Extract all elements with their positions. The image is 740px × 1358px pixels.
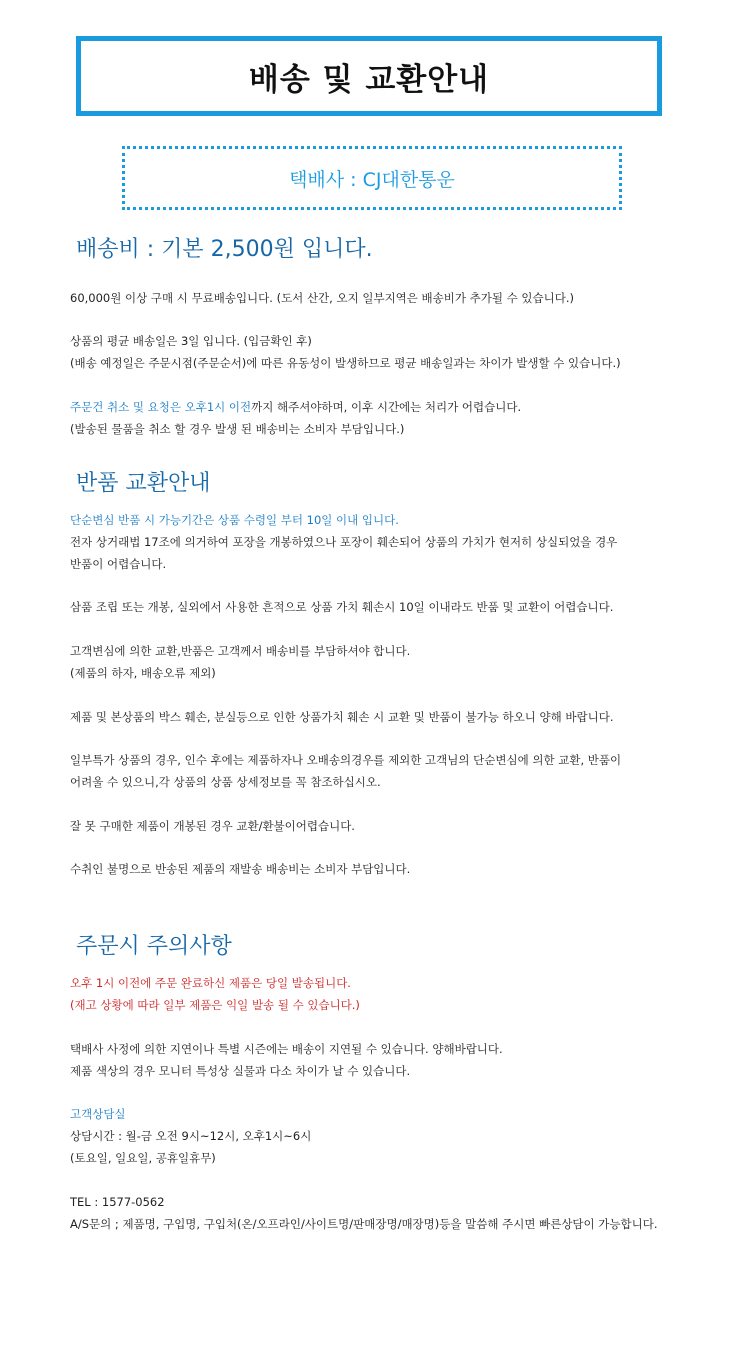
order-line-4: 제품 색상의 경우 모니터 특성상 실물과 다소 차이가 날 수 있습니다. bbox=[70, 1064, 411, 1078]
returns-line-6: (제품의 하자, 배송오류 제외) bbox=[70, 666, 216, 680]
shipping-line-4 bbox=[70, 400, 521, 414]
returns-line-2: 전자 상거래법 17조에 의거하여 포장을 개봉하였으나 포장이 훼손되어 상품의 가치가 현저히 상실되었을 경우 bbox=[70, 535, 618, 549]
returns-heading: 반품 교환안내 bbox=[76, 471, 211, 496]
as-line: A/S문의 ; 제품명, 구입명, 구입처(온/오프라인/사이트명/판매장명/매장명)등을 말씀해 주시면 빠른상담이 가능합니다. bbox=[70, 1217, 658, 1231]
order-heading: 주문시 주의사항 bbox=[76, 934, 232, 959]
shipping-line-5: (발송된 물품을 취소 할 경우 발생 된 배송비는 소비자 부담입니다.) bbox=[70, 422, 405, 436]
returns-line-5: 고객변심에 의한 교환,반품은 고객께서 배송비를 부담하셔야 합니다. bbox=[70, 644, 411, 658]
cs-title: 고객상담실 bbox=[70, 1107, 126, 1121]
returns-line-11: 수취인 불명으로 반송된 제품의 재발송 배송비는 소비자 부담입니다. bbox=[70, 862, 411, 876]
returns-line-8: 일부특가 상품의 경우, 인수 후에는 제품하자나 오배송의경우를 제외한 고객님의 단순변심에 의한 교환, 반품이 bbox=[70, 753, 622, 767]
order-line-5: 상담시간 : 월-금 오전 9시~12시, 오후1시~6시 bbox=[70, 1129, 312, 1143]
courier-box bbox=[122, 146, 622, 210]
returns-line-7: 제품 및 본상품의 박스 훼손, 분실등으로 인한 상품가치 훼손 시 교환 및 반품이 불가능 하오니 양해 바랍니다. bbox=[70, 710, 614, 724]
returns-line-3: 반품이 어렵습니다. bbox=[70, 557, 167, 571]
order-line-1: 오후 1시 이전에 주문 완료하신 제품은 당일 발송됩니다. bbox=[70, 976, 351, 990]
shipping-line-1: 60,000원 이상 구매 시 무료배송입니다. (도서 산간, 오지 일부지역은 배송비가 추가될 수 있습니다.) bbox=[70, 291, 574, 305]
order-line-6: (토요일, 일요일, 공휴일휴무) bbox=[70, 1151, 216, 1165]
shipping-line-3: (배송 예정일은 주문시점(주문순서)에 따른 유동성이 발생하므로 평균 배송일과는 차이가 발생할 수 있습니다.) bbox=[70, 356, 621, 370]
shipping-cancel-highlight: 주문건 취소 및 요청은 오후1시 이전 bbox=[70, 400, 252, 414]
order-line-2: (재고 상황에 따라 일부 제품은 익일 발송 될 수 있습니다.) bbox=[70, 998, 360, 1012]
shipping-cancel-rest: 까지 해주셔야하며, 이후 시간에는 처리가 어렵습니다. bbox=[251, 400, 522, 414]
title-box bbox=[76, 36, 662, 116]
returns-line-10: 잘 못 구매한 제품이 개봉된 경우 교환/환불이어렵습니다. bbox=[70, 819, 355, 833]
page-title: 배송 및 교환안내 bbox=[248, 61, 490, 98]
returns-line-4: 삼품 조립 또는 개봉, 실외에서 사용한 흔적으로 상품 가치 훼손시 10일 이내라도 반품 및 교환이 어렵습니다. bbox=[70, 600, 614, 614]
order-line-3: 택배사 사정에 의한 지연이나 특별 시즌에는 배송이 지연될 수 있습니다. 양해바랍니다. bbox=[70, 1042, 503, 1056]
shipping-heading: 배송비 : 기본 2,500원 입니다. bbox=[76, 237, 373, 262]
tel-line: TEL : 1577-0562 bbox=[70, 1195, 165, 1209]
shipping-line-2: 상품의 평균 배송일은 3일 입니다. (입금확인 후) bbox=[70, 334, 312, 348]
returns-line-9: 어려울 수 있으니,각 상품의 상품 상세정보를 꼭 참조하십시오. bbox=[70, 775, 381, 789]
courier-label: 택배사 : CJ대한통운 bbox=[289, 168, 455, 191]
returns-line-1: 단순변심 반품 시 가능기간은 상품 수령일 부터 10일 이내 입니다. bbox=[70, 513, 399, 527]
